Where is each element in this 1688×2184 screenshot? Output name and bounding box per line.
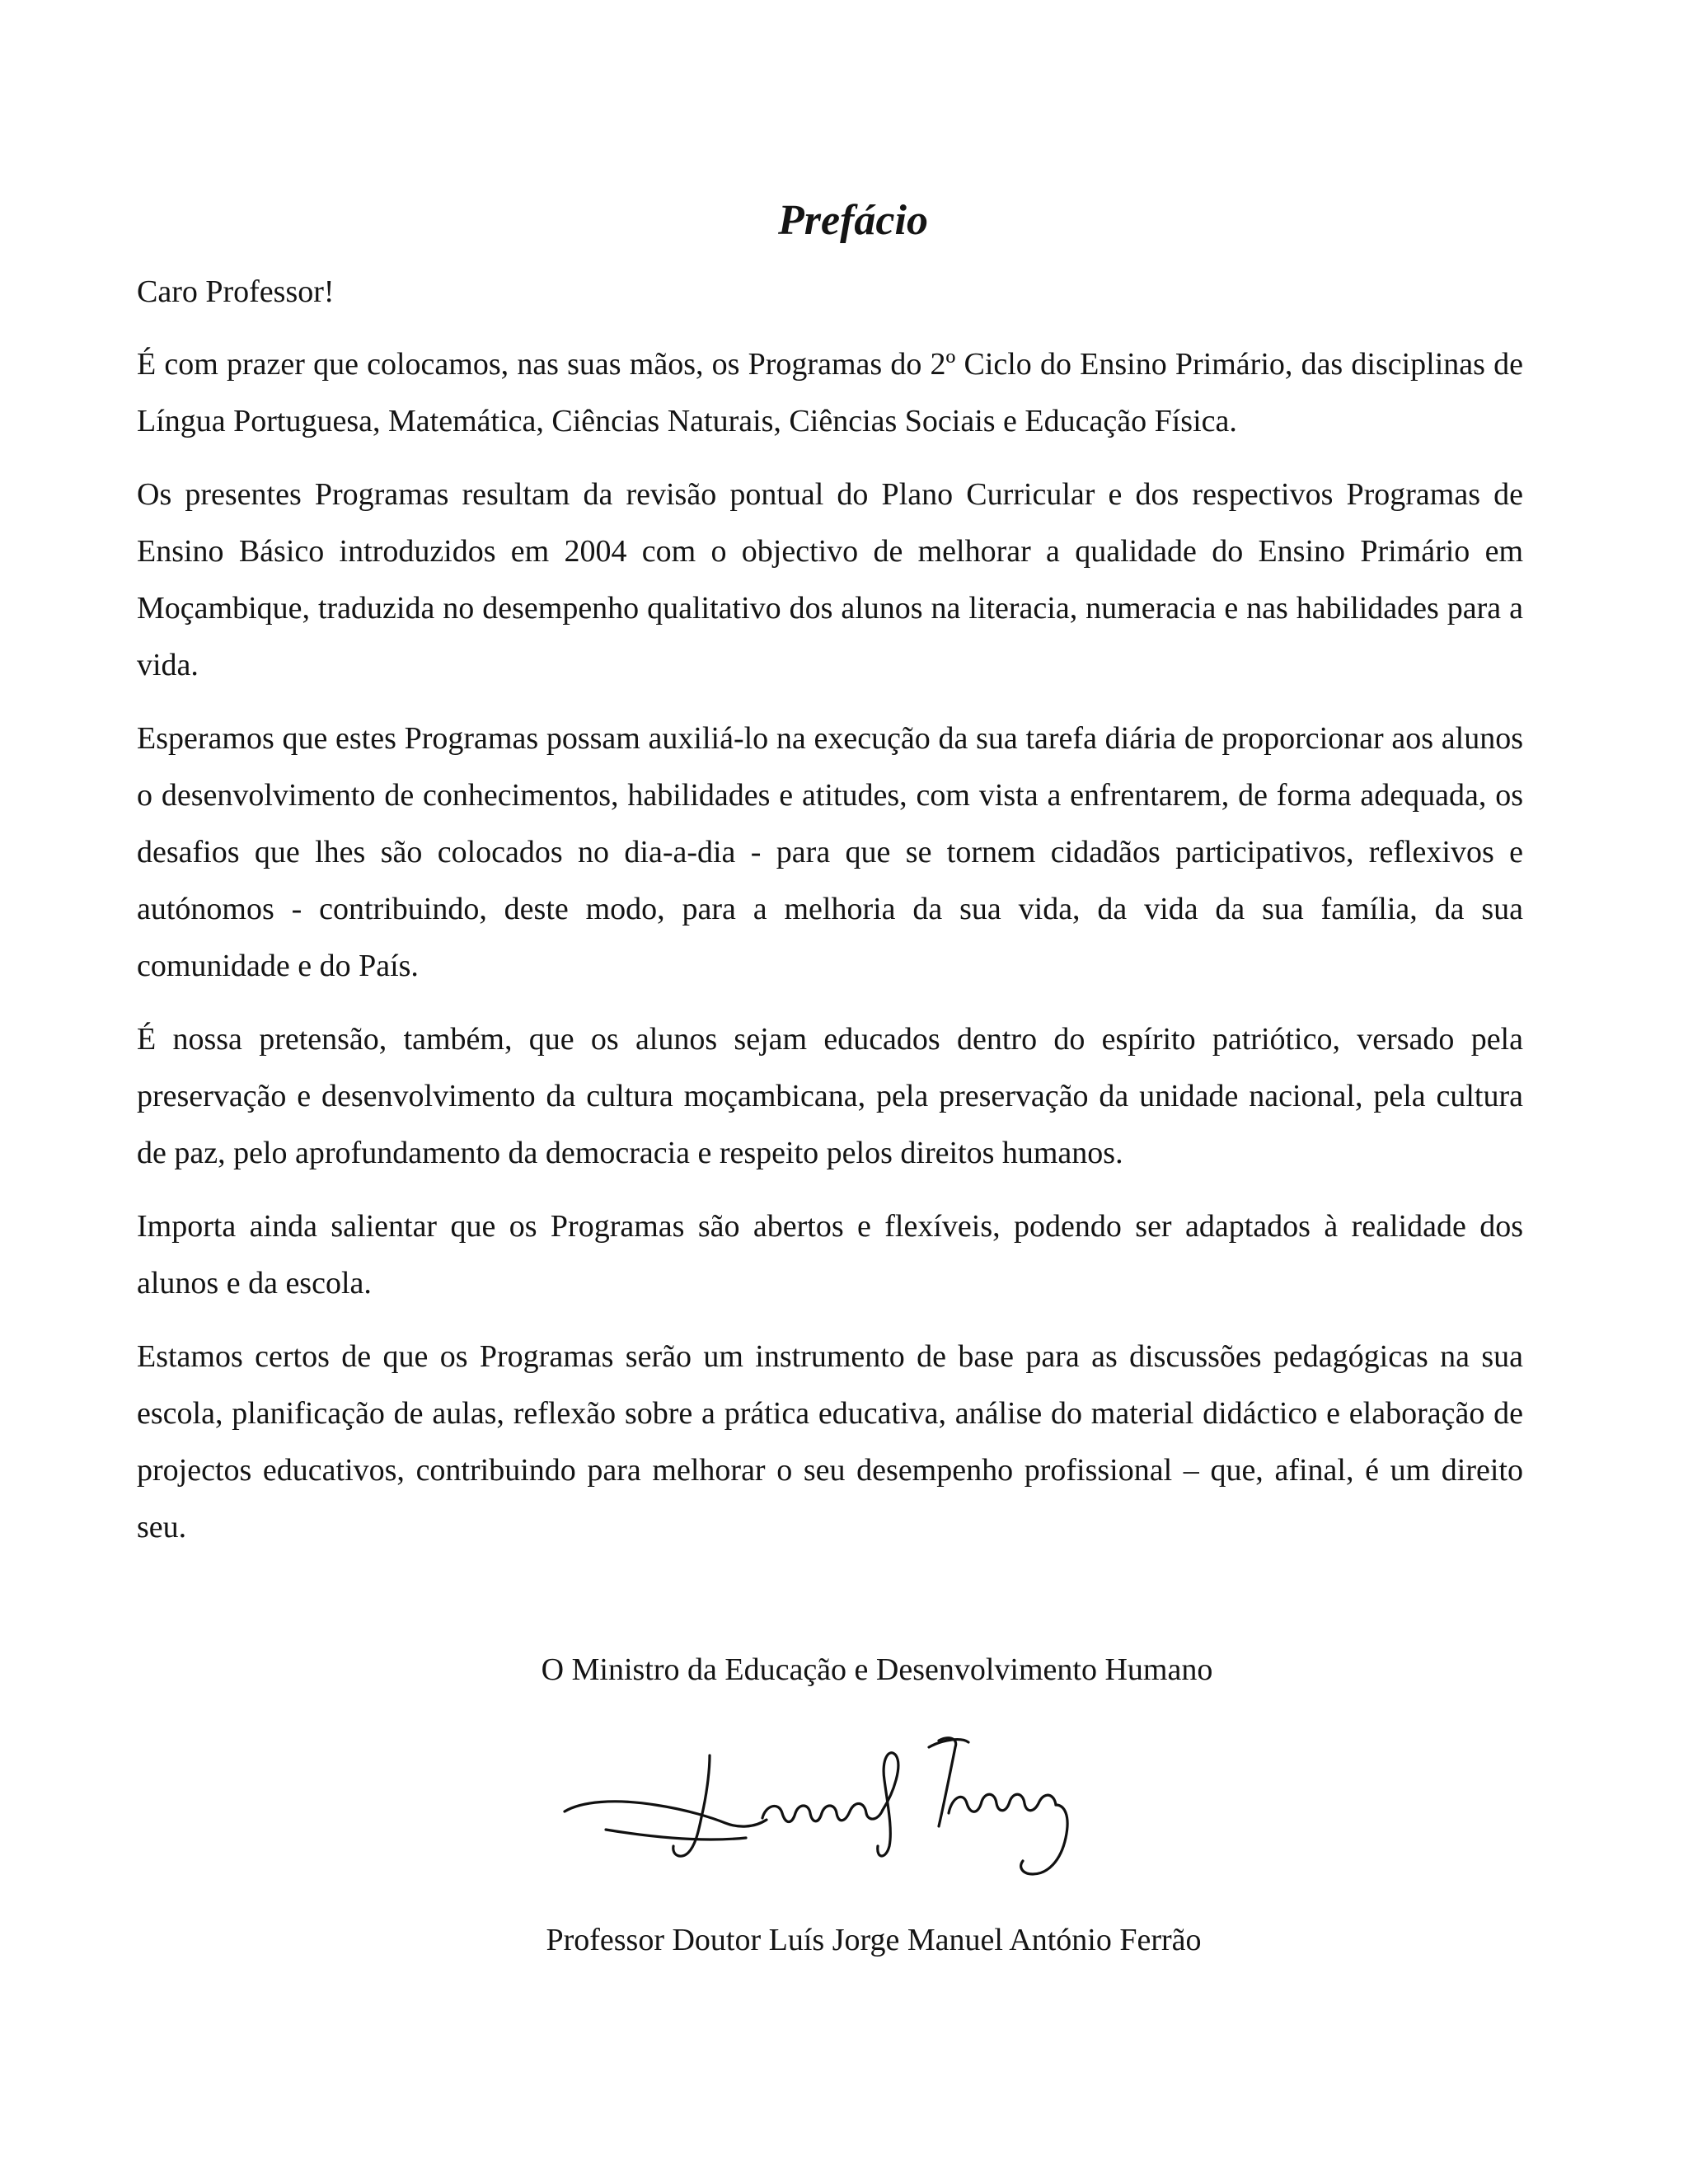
paragraph-3: Esperamos que estes Programas possam auxiliá-lo na execução da sua tarefa diária de proporcionar aos alunos o desenvolvimento de conhecimentos, habilidades e atitudes, com vista a enfrentarem, de forma adequada, os desafios que lhes são colocados no dia-a-dia - para que se tornem cidadãos participativos, reflexivos e autónomos - contribuindo, deste modo, para a melhoria da sua vida, da vida da sua família, da sua comunidade e do País. <box>137 721 1523 983</box>
preface-body <box>137 269 1523 1572</box>
paragraph-5: Importa ainda salientar que os Programas são abertos e flexíveis, podendo ser adaptados à realidade dos alunos e da escola. <box>137 1209 1523 1301</box>
signature-icon <box>556 1722 1100 1896</box>
salutation: Caro Professor! <box>137 274 335 309</box>
signatory-title: O Ministro da Educação e Desenvolvimento Humano <box>541 1652 1213 1687</box>
page-title: Prefácio <box>778 197 928 244</box>
signatory-name: Professor Doutor Luís Jorge Manuel António Ferrão <box>546 1923 1202 1957</box>
paragraph-1: É com prazer que colocamos, nas suas mãos, os Programas do 2º Ciclo do Ensino Primário, das disciplinas de Língua Portuguesa, Matemática, Ciências Naturais, Ciências Sociais e Educação Física. <box>137 347 1523 438</box>
paragraph-4: É nossa pretensão, também, que os alunos sejam educados dentro do espírito patriótico, versado pela preservação e desenvolvimento da cultura moçambicana, pela preservação da unidade nacional, pela cultura de paz, pelo aprofundamento da democracia e respeito pelos direitos humanos. <box>137 1022 1523 1170</box>
paragraph-2: Os presentes Programas resultam da revisão pontual do Plano Curricular e dos respectivos Programas de Ensino Básico introduzidos em 2004 com o objectivo de melhorar a qualidade do Ensino Primário em Moçambique, traduzida no desempenho qualitativo dos alunos na literacia, numeracia e nas habilidades para a vida. <box>137 477 1523 682</box>
paragraph-6: Estamos certos de que os Programas serão um instrumento de base para as discussões pedagógicas na sua escola, planificação de aulas, reflexão sobre a prática educativa, análise do material didáctico e elaboração de projectos educativos, contribuindo para melhorar o seu desempenho profissional – que, afinal, é um direito seu. <box>137 1339 1523 1544</box>
